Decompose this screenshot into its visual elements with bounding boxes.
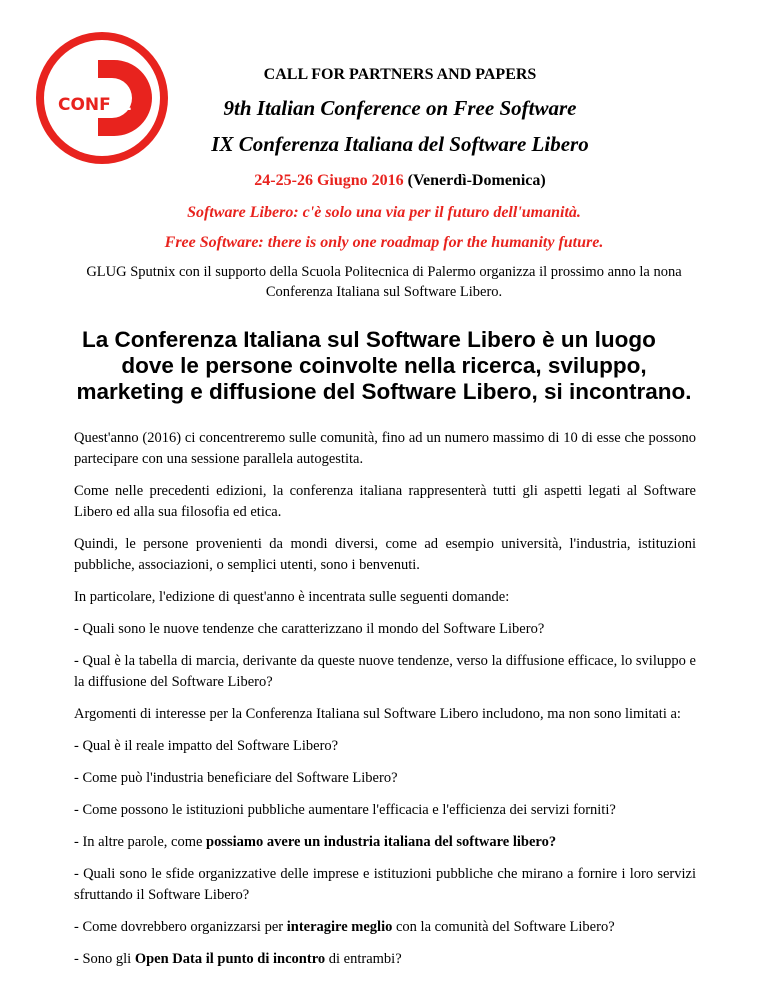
paragraph: Argomenti di interesse per la Conferenza Italiana sul Software Libero includono, ma non sono limitati a:	[74, 706, 681, 722]
call-for-papers-label: CALL FOR PARTNERS AND PAPERS	[263, 66, 537, 83]
topic-item: - Come possono le istituzioni pubbliche aumentare l'efficacia e l'efficienza dei servizi forniti?	[74, 802, 616, 818]
topic-item: - Come può l'industria beneficiare del Software Libero?	[74, 770, 398, 786]
paragraph: Come nelle precedenti edizioni, la conferenza italiana rappresenterà tutti gli aspetti legati al Software Libero ed alla sua filosofia ed etica.	[74, 483, 696, 520]
paragraph: Quest'anno (2016) ci concentreremo sulle comunità, fino ad un numero massimo di 10 di esse che possono partecipare con una sessione parallela autogestita.	[74, 430, 696, 467]
title-english: 9th Italian Conference on Free Software	[223, 96, 577, 120]
svg-text:CONF: CONF	[58, 95, 111, 115]
main-heading-line1: La Conferenza Italiana sul Software Libero è un luogo	[82, 327, 656, 352]
slogan-italian: Software Libero: c'è solo una via per il futuro dell'umanità.	[187, 204, 581, 221]
question-item: - Quali sono le nuove tendenze che caratterizzano il mondo del Software Libero?	[74, 621, 545, 637]
event-date-weekdays: (Venerdì-Domenica)	[403, 172, 546, 189]
event-date	[16, 172, 768, 190]
topic-item: - Quali sono le sfide organizzative delle imprese e istituzioni pubbliche che mirano a fornire i loro servizi sfruttando il Software Libero?	[74, 866, 696, 903]
intro-text: GLUG Sputnix con il supporto della Scuola Politecnica di Palermo organizza il prossimo anno la nona Conferenza Italiana sul Software Libero.	[86, 264, 682, 300]
title-italian: IX Conferenza Italiana del Software Libero	[211, 132, 589, 156]
body-text	[74, 428, 696, 981]
topic-item: - Come dovrebbero organizzarsi per interagire meglio con la comunità del Software Libero?	[74, 919, 615, 935]
svg-text:SL: SL	[108, 95, 132, 115]
event-date-days: 24-25-26 Giugno 2016	[254, 172, 404, 189]
paragraph: In particolare, l'edizione di quest'anno è incentrata sulle seguenti domande:	[74, 589, 510, 605]
main-heading-rest: dove le persone coinvolte nella ricerca, sviluppo, marketing e diffusione del Software Libero, si incontrano.	[76, 353, 692, 404]
question-item: - Qual è la tabella di marcia, derivante da queste nuove tendenze, verso la diffusione efficace, lo sviluppo e la diffusione del Software Libero?	[74, 653, 696, 690]
topic-item: - Sono gli Open Data il punto di incontro di entrambi?	[74, 951, 402, 967]
slogan-english: Free Software: there is only one roadmap for the humanity future.	[164, 234, 604, 251]
topic-item: - Qual è il reale impatto del Software Libero?	[74, 738, 339, 754]
paragraph: Quindi, le persone provenienti da mondi diversi, come ad esempio università, l'industria, istituzioni pubbliche, associazioni, o semplici utenti, sono i benvenuti.	[74, 536, 696, 573]
main-heading	[70, 327, 698, 405]
topic-item: - In altre parole, come possiamo avere un industria italiana del software libero?	[74, 834, 557, 850]
